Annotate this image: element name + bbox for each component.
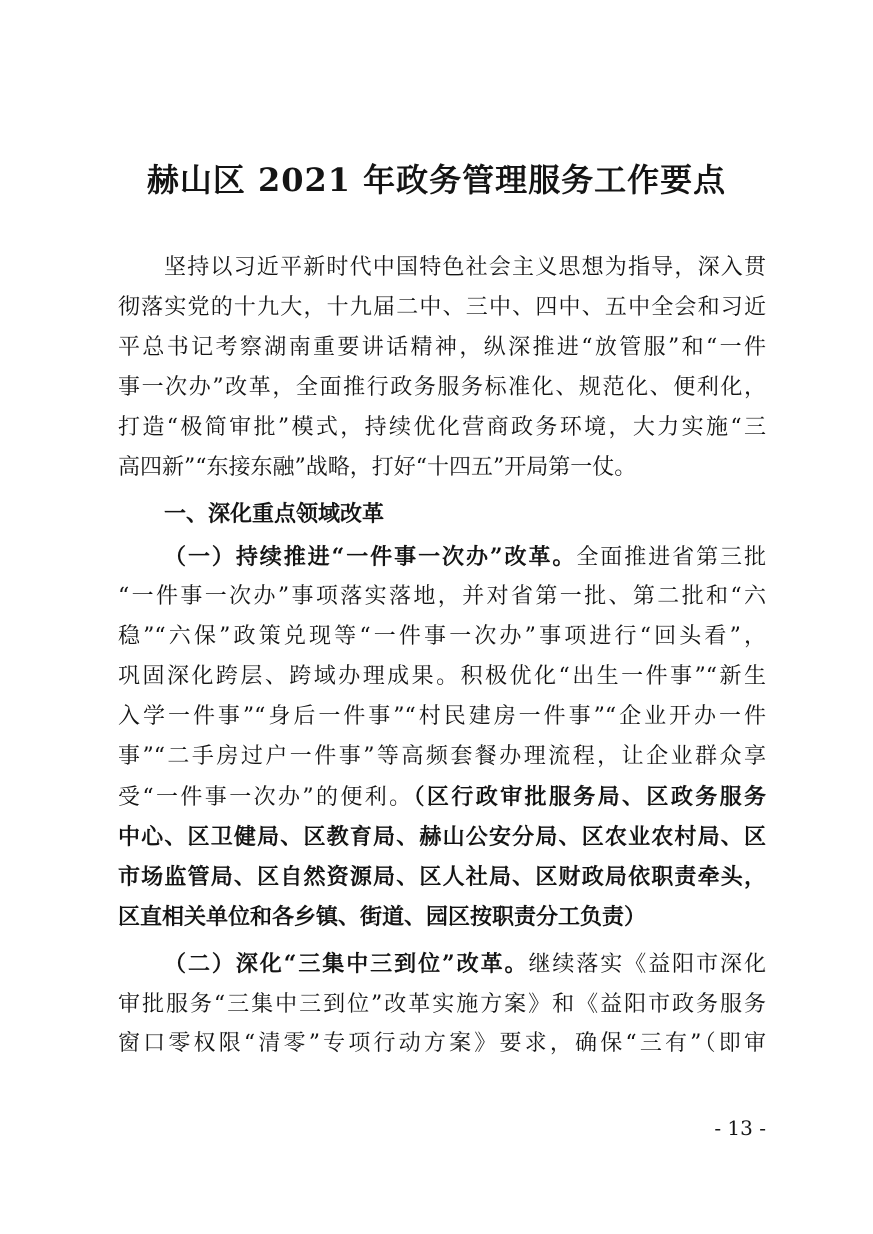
- intro-line: 彻落实党的十九大，十九届二中、三中、四中、五中全会和习近: [118, 295, 766, 320]
- item2-line: [118, 945, 766, 985]
- item1-line: “一件事一次办”事项落实落地，并对省第一批、第二批和“六: [118, 584, 766, 609]
- item1-line: 入学一件事”“身后一件事”“村民建房一件事”“企业开办一件: [118, 704, 766, 729]
- section-heading: 一、深化重点领域改革: [164, 502, 385, 527]
- item1-line: [118, 777, 766, 817]
- item1-line: 稳”“六保”政策兑现等“一件事一次办”事项进行“回头看”，: [118, 624, 766, 649]
- intro-line: 平总书记考察湖南重要讲话精神，纵深推进“放管服”和“一件: [118, 335, 766, 360]
- intro-line: 打造“极简审批”模式，持续优化营商政务环境，大力实施“三: [118, 415, 766, 440]
- item1-lead: （一）持续推进“一件事一次办”改革。: [164, 544, 577, 570]
- item2-paragraph: [118, 945, 766, 1064]
- item1-duty-line: 市场监管局、区自然资源局、区人社局、区财政局依职责牵头，: [118, 864, 766, 890]
- item1-line: 事”“二手房过户一件事”等高频套餐办理流程，让企业群众享: [118, 744, 766, 769]
- intro-line: 事一次办”改革，全面推行政务服务标准化、规范化、便利化，: [118, 375, 766, 400]
- document-title: 赫山区 2021 年政务管理服务工作要点: [146, 161, 727, 199]
- item1-line: 巩固深化跨层、跨域办理成果。积极优化“出生一件事”“新生: [118, 664, 766, 689]
- page-number: - 13 -: [714, 1116, 766, 1140]
- item2-line: 审批服务“三集中三到位”改革实施方案》和《益阳市政务服务: [118, 991, 766, 1017]
- item1-duty-line: 中心、区卫健局、区教育局、赫山公安分局、区农业农村局、区: [118, 824, 766, 850]
- item2-line: 窗口零权限“清零”专项行动方案》要求，确保“三有”（即审: [118, 1031, 766, 1056]
- item1-line: [118, 537, 766, 577]
- intro-line: 坚持以习近平新时代中国特色社会主义思想为指导，深入贯: [164, 255, 766, 280]
- intro-paragraph: [118, 248, 766, 488]
- item1-duty: （区行政审批服务局、区政务服务: [413, 784, 766, 810]
- item1-text: 全面推进省第三批: [576, 545, 766, 570]
- item2-lead: （二）深化“三集中三到位”改革。: [164, 951, 529, 977]
- item1-duty-line: 区直相关单位和各乡镇、街道、园区按职责分工负责）: [118, 904, 647, 930]
- item1-paragraph: [118, 537, 766, 937]
- intro-line: 高四新”“东接东融”战略，打好“十四五”开局第一仗。: [118, 455, 637, 480]
- item1-text: 受“一件事一次办”的便利。: [118, 785, 414, 810]
- item2-text: 继续落实《益阳市深化: [528, 952, 766, 977]
